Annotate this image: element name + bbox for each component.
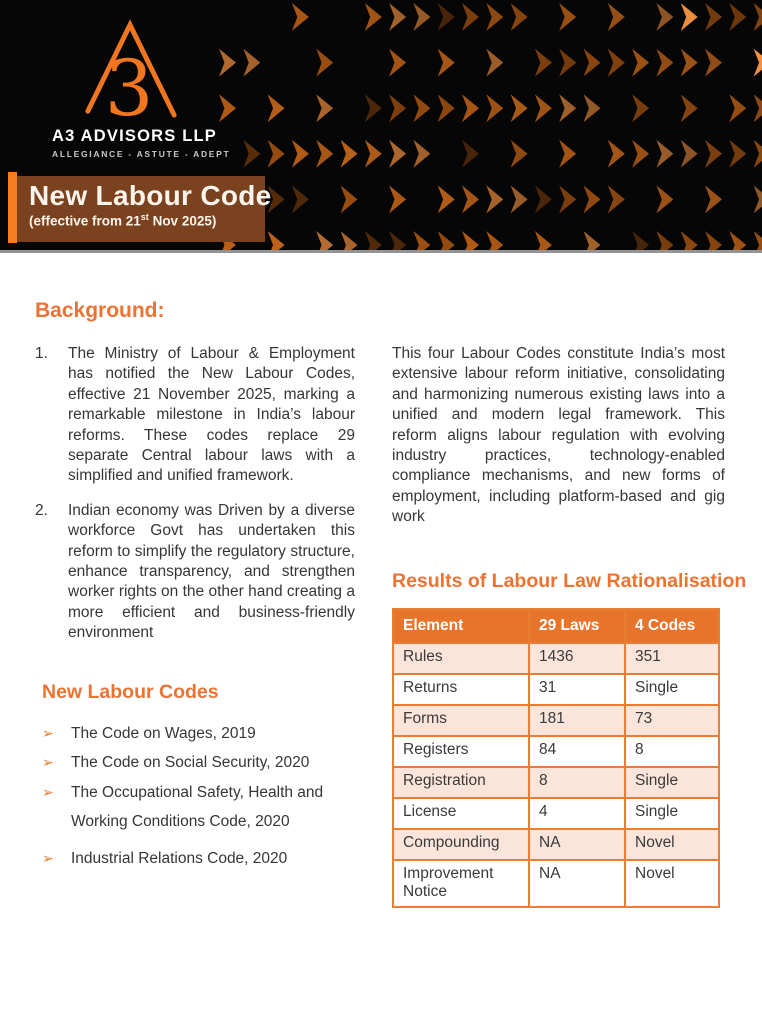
chevron-icon — [656, 3, 673, 31]
chevron-icon — [705, 3, 722, 31]
chevron-icon — [729, 231, 746, 253]
chevron-icon — [438, 185, 455, 213]
chevron-icon — [705, 140, 722, 168]
chevron-icon — [365, 140, 382, 168]
cell-element: Registration — [393, 767, 529, 798]
chevron-icon — [438, 3, 455, 31]
arrow-bullet-icon: ➢ — [42, 754, 54, 771]
chevron-icon — [438, 94, 455, 122]
chevron-icon — [243, 140, 260, 168]
column-header: Element — [393, 609, 529, 643]
list-item-label: Industrial Relations Code, 2020 — [71, 849, 288, 867]
cell-29laws: NA — [529, 860, 625, 907]
chevron-icon — [462, 231, 479, 253]
chevron-icon — [413, 94, 430, 122]
chevron-icon — [559, 49, 576, 77]
table-row — [393, 643, 719, 674]
chevron-icon — [681, 3, 698, 31]
chevron-icon — [559, 140, 576, 168]
chevron-icon — [413, 140, 430, 168]
list-item-label: The Occupational Safety, Health and Working Conditions Code, 2020 — [71, 783, 324, 831]
new-labour-codes-heading: New Labour Codes — [42, 680, 219, 703]
cell-29laws: 31 — [529, 674, 625, 705]
chevron-icon — [486, 94, 503, 122]
chevron-icon — [584, 94, 601, 122]
chevron-icon — [365, 3, 382, 31]
chevron-icon — [268, 231, 285, 253]
chevron-icon — [511, 140, 528, 168]
chevron-icon — [389, 140, 406, 168]
logo-3-glyph: 3 — [104, 45, 154, 120]
chevron-icon — [511, 185, 528, 213]
chevron-icon — [462, 3, 479, 31]
chevron-icon — [486, 49, 503, 77]
chevron-icon — [632, 49, 649, 77]
chevron-icon — [754, 49, 762, 77]
cell-4codes: Novel — [625, 829, 719, 860]
chevron-icon — [462, 94, 479, 122]
arrow-bullet-icon: ➢ — [42, 783, 54, 800]
cell-4codes: Single — [625, 674, 719, 705]
chevron-icon — [656, 185, 673, 213]
column-header: 29 Laws — [529, 609, 625, 643]
chevron-icon — [389, 3, 406, 31]
table-row — [393, 767, 719, 798]
table-row — [393, 674, 719, 705]
two-column-layout — [35, 344, 747, 908]
chevron-icon — [559, 3, 576, 31]
chevron-icon — [632, 231, 649, 253]
cell-4codes: 8 — [625, 736, 719, 767]
chevron-icon — [729, 3, 746, 31]
overview-paragraph: This four Labour Codes constitute India’s most extensive labour reform initiative, consolidating and harmonizing numerous existing laws into a unified and modern legal framework. This reform aligns labour regulation with evolving industry practices, technology-enabled compliance mechanisms, and new forms of employment, including platform-based and gig work — [392, 345, 725, 526]
chevron-icon — [389, 49, 406, 77]
chevron-icon — [268, 140, 285, 168]
cell-element: Returns — [393, 674, 529, 705]
table-row — [393, 705, 719, 736]
chevron-icon — [486, 185, 503, 213]
cell-29laws: NA — [529, 829, 625, 860]
table-row — [393, 829, 719, 860]
chevron-icon — [535, 94, 552, 122]
chevron-icon — [535, 185, 552, 213]
chevron-icon — [486, 231, 503, 253]
chevron-icon — [754, 231, 762, 253]
arrow-bullet-icon: ➢ — [42, 849, 54, 866]
column-header: 4 Codes — [625, 609, 719, 643]
chevron-icon — [268, 94, 285, 122]
arrow-bullet-icon: ➢ — [42, 724, 54, 741]
chevron-icon — [219, 94, 236, 122]
banner-accent-bar — [8, 172, 17, 243]
background-item-1 — [35, 344, 355, 487]
cell-element: Forms — [393, 705, 529, 736]
chevron-icon — [729, 94, 746, 122]
chevron-icon — [413, 231, 430, 253]
chevron-icon — [292, 3, 309, 31]
cell-29laws: 1436 — [529, 643, 625, 674]
chevron-icon — [316, 231, 333, 253]
chevron-icon — [632, 94, 649, 122]
brand-name: A3 ADVISORS LLP — [52, 127, 217, 145]
chevron-icon — [462, 140, 479, 168]
chevron-icon — [535, 49, 552, 77]
chevron-icon — [341, 231, 358, 253]
chevron-icon — [316, 140, 333, 168]
chevron-icon — [511, 3, 528, 31]
chevron-icon — [511, 94, 528, 122]
list-item — [42, 748, 355, 778]
table-row — [393, 798, 719, 829]
chevron-icon — [559, 94, 576, 122]
item-number: 1. — [35, 345, 48, 362]
subtitle-superscript: st — [140, 212, 149, 222]
list-item-label: The Code on Social Security, 2020 — [71, 754, 310, 772]
chevron-icon — [705, 231, 722, 253]
chevron-icon — [438, 49, 455, 77]
list-item — [42, 778, 355, 837]
chevron-icon — [486, 3, 503, 31]
cell-29laws: 181 — [529, 705, 625, 736]
subtitle-suffix: Nov 2025) — [148, 213, 217, 229]
chevron-icon — [584, 185, 601, 213]
chevron-icon — [389, 231, 406, 253]
chevron-icon — [608, 140, 625, 168]
title-banner — [17, 176, 272, 242]
chevron-icon — [705, 185, 722, 213]
chevron-icon — [462, 185, 479, 213]
subtitle-prefix: (effective from 21 — [29, 213, 141, 229]
chevron-icon — [632, 140, 649, 168]
chevron-icon — [705, 49, 722, 77]
list-item-label: The Code on Wages, 2019 — [71, 724, 256, 742]
cell-4codes: 73 — [625, 705, 719, 736]
chevron-icon — [316, 94, 333, 122]
chevron-icon — [584, 231, 601, 253]
chevron-icon — [316, 49, 333, 77]
cell-element: License — [393, 798, 529, 829]
chevron-icon — [389, 185, 406, 213]
chevron-icon — [608, 49, 625, 77]
a3-logo-icon — [75, 18, 187, 120]
chevron-icon — [681, 140, 698, 168]
page-subtitle — [29, 212, 265, 229]
chevron-icon — [584, 49, 601, 77]
page-title: New Labour Code — [29, 180, 272, 211]
cell-4codes: Single — [625, 767, 719, 798]
table-header-row — [393, 609, 719, 643]
list-item — [42, 719, 355, 749]
cell-element: Improvement Notice — [393, 860, 529, 907]
table-row — [393, 860, 719, 907]
chevron-icon — [243, 49, 260, 77]
header-hero — [0, 0, 762, 253]
right-column — [392, 344, 747, 908]
chevron-icon — [413, 3, 430, 31]
left-column — [35, 344, 355, 908]
chevron-icon — [341, 140, 358, 168]
item-text: Indian economy was Driven by a diverse workforce Govt has undertaken this reform to simplify the regulatory structure, enhance transparency, and strengthen worker rights on the other hand creating a more efficient and business-friendly environment — [68, 501, 355, 642]
chevron-icon — [365, 231, 382, 253]
cell-4codes: Single — [625, 798, 719, 829]
chevron-icon — [754, 185, 762, 213]
chevron-icon — [656, 49, 673, 77]
chevron-icon — [656, 140, 673, 168]
cell-element: Registers — [393, 736, 529, 767]
chevron-icon — [754, 94, 762, 122]
chevron-icon — [681, 94, 698, 122]
new-labour-codes-list — [42, 719, 355, 874]
cell-4codes: Novel — [625, 860, 719, 907]
cell-4codes: 351 — [625, 643, 719, 674]
item-number: 2. — [35, 501, 48, 519]
chevron-icon — [535, 231, 552, 253]
cell-29laws: 84 — [529, 736, 625, 767]
background-item-2 — [35, 501, 355, 644]
brand-tagline: ALLEGIANCE - ASTUTE - ADEPT — [52, 149, 231, 159]
chevron-icon — [292, 140, 309, 168]
list-item — [42, 844, 355, 874]
chevron-icon — [729, 140, 746, 168]
chevron-icon — [754, 3, 762, 31]
chevron-icon — [341, 185, 358, 213]
cell-element: Compounding — [393, 829, 529, 860]
main-content — [0, 256, 762, 908]
cell-29laws: 8 — [529, 767, 625, 798]
chevron-icon — [292, 185, 309, 213]
company-logo — [52, 18, 231, 159]
chevron-icon — [754, 140, 762, 168]
item-text: The Ministry of Labour & Employment has notified the New Labour Codes, effective 21 November 2025, marking a remarkable milestone in India’s labour reforms. These codes replace 29 separate Central labour laws with a simplified and unified framework. — [68, 345, 355, 485]
background-heading: Background: — [35, 299, 165, 322]
cell-element: Rules — [393, 643, 529, 674]
results-heading: Results of Labour Law Rationalisation — [392, 569, 747, 592]
chevron-icon — [656, 231, 673, 253]
results-table — [392, 608, 720, 908]
chevron-icon — [608, 185, 625, 213]
chevron-icon — [608, 3, 625, 31]
chevron-icon — [219, 49, 236, 77]
chevron-icon — [365, 94, 382, 122]
cell-29laws: 4 — [529, 798, 625, 829]
chevron-icon — [559, 185, 576, 213]
chevron-icon — [389, 94, 406, 122]
chevron-icon — [438, 231, 455, 253]
chevron-icon — [681, 49, 698, 77]
chevron-icon — [681, 231, 698, 253]
table-row — [393, 736, 719, 767]
